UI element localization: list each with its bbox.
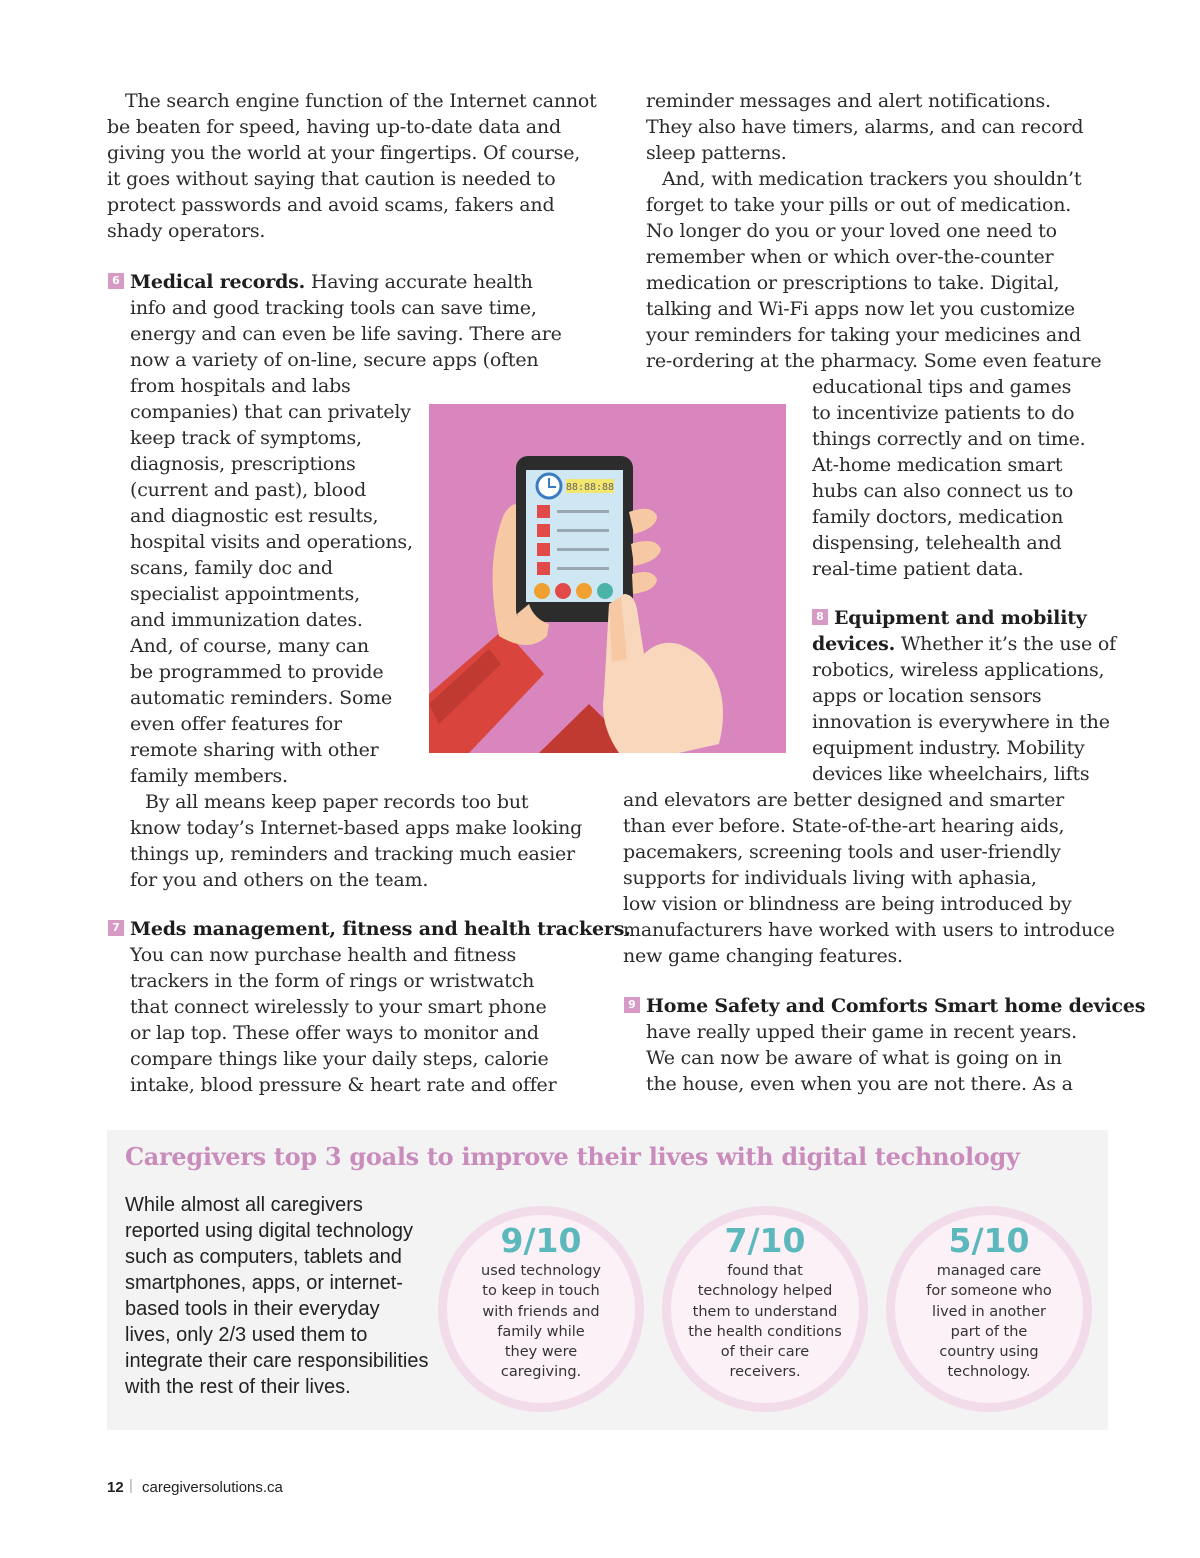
meds-line: talking and Wi-Fi apps now let you customize <box>646 298 1075 320</box>
stat-circle <box>662 1206 868 1412</box>
phone-app-icon <box>576 583 592 599</box>
sidebar-title: Caregivers top 3 goals to improve their lives with digital technology <box>125 1142 1020 1171</box>
meds-narrow-line: dispensing, telehealth and <box>812 532 1062 554</box>
stat-circle <box>886 1206 1092 1412</box>
section9-line: have really upped their game in recent years. <box>646 1021 1077 1043</box>
section8-line: supports for individuals living with aphasia, <box>623 867 1037 889</box>
section6-line: remote sharing with other <box>130 739 379 761</box>
stats-sidebar <box>107 1130 1108 1430</box>
meds-narrow-line: hubs can also connect us to <box>812 480 1074 502</box>
stat-desc-line: part of the <box>950 1323 1028 1340</box>
section8-line: robotics, wireless applications, <box>812 659 1105 681</box>
sidebar-body-line: with the rest of their lives. <box>125 1376 351 1398</box>
intro-line: protect passwords and avoid scams, fakers and <box>107 194 555 216</box>
footer-site-url: caregiversolutions.ca <box>142 1479 283 1496</box>
stat-desc-line: caregiving. <box>500 1364 582 1381</box>
section8-line: apps or location sensors <box>812 685 1042 707</box>
footer-separator: | <box>129 1477 133 1494</box>
section6-line: now a variety of on-line, secure apps (often <box>130 349 539 371</box>
stat-desc-line: country using <box>939 1344 1039 1361</box>
section8-title-cont: devices. <box>812 633 896 655</box>
section8-line: than ever before. State-of-the-art hearing aids, <box>623 815 1065 837</box>
right-cont-line: reminder messages and alert notifications. <box>646 90 1051 112</box>
stat-desc-line: them to understand <box>692 1303 838 1320</box>
meds-line: forget to take your pills or out of medication. <box>646 194 1072 216</box>
section6-title: Medical records. <box>130 271 306 293</box>
stat-value: 7/10 <box>724 1221 806 1260</box>
section6-line: be programmed to provide <box>130 661 384 683</box>
phone-app-icon <box>555 583 571 599</box>
section7-line: compare things like your daily steps, calorie <box>130 1048 549 1070</box>
section9-heading-line <box>646 993 1145 1019</box>
intro-line: it goes without saying that caution is needed to <box>107 168 556 190</box>
section-number-badge: 7 <box>108 920 124 936</box>
section8-heading-line2 <box>812 631 1116 657</box>
section7-line: intake, blood pressure & heart rate and offer <box>130 1074 557 1096</box>
section6-line: and immunization dates. <box>130 609 363 631</box>
right-cont-line: sleep patterns. <box>646 142 787 164</box>
sidebar-body-line: While almost all caregivers <box>125 1194 363 1216</box>
sidebar-body-line: reported using digital technology <box>125 1220 413 1242</box>
section6-para2-line: for you and others on the team. <box>130 869 429 891</box>
section8-line: pacemakers, screening tools and user-friendly <box>623 841 1061 863</box>
section-number-badge: 9 <box>624 997 640 1013</box>
sidebar-body-line: integrate their care responsibilities <box>125 1350 429 1372</box>
section8-line: devices like wheelchairs, lifts <box>812 763 1090 785</box>
meds-line: your reminders for taking your medicines and <box>646 324 1082 346</box>
sidebar-body-line: based tools in their everyday <box>125 1298 380 1320</box>
intro-line: The search engine function of the Internet cannot <box>125 90 597 112</box>
section9-line: the house, even when you are not there. As a <box>646 1073 1073 1095</box>
section6-line: diagnosis, prescriptions <box>130 453 356 475</box>
section8-first-line: Whether it’s the use of <box>895 633 1116 655</box>
section8-line: low vision or blindness are being introduced by <box>623 893 1072 915</box>
section8-line: equipment industry. Mobility <box>812 737 1085 759</box>
meds-narrow-line: educational tips and games <box>812 376 1072 398</box>
stat-desc-line: for someone who <box>926 1283 1052 1300</box>
meds-line: And, with medication trackers you shouldn’t <box>662 168 1082 190</box>
stat-desc-line: of their care <box>720 1344 810 1361</box>
stat-desc-line: technology. <box>947 1364 1031 1381</box>
section6-line: info and good tracking tools can save time, <box>130 297 537 319</box>
stat-circle <box>438 1206 644 1412</box>
section8-heading-line <box>834 605 1087 631</box>
section7-line: or lap top. These offer ways to monitor and <box>130 1022 539 1044</box>
meds-narrow-line: to incentivize patients to do <box>812 402 1075 424</box>
stat-desc-line: to keep in touch <box>482 1283 600 1300</box>
phone-display-digits: 88:88:88 <box>565 482 615 493</box>
stat-desc-line: with friends and <box>482 1303 600 1320</box>
section8-line: manufacturers have worked with users to introduce <box>623 919 1115 941</box>
section-number-badge: 8 <box>812 609 828 625</box>
meds-line: remember when or which over-the-counter <box>646 246 1054 268</box>
section7-heading-line <box>130 916 631 942</box>
section6-line: companies) that can privately <box>130 401 411 423</box>
section6-line: and diagnostic est results, <box>130 505 379 527</box>
phone-app-icon <box>534 583 550 599</box>
section6-line: And, of course, many can <box>130 635 369 657</box>
section6-line: family members. <box>130 765 288 787</box>
stat-desc-line: they were <box>504 1344 578 1361</box>
meds-line: medication or prescriptions to take. Digital, <box>646 272 1060 294</box>
meds-line: re-ordering at the pharmacy. Some even feature <box>646 350 1102 372</box>
section8-line: innovation is everywhere in the <box>812 711 1110 733</box>
meds-narrow-line: real-time patient data. <box>812 558 1024 580</box>
section6-line: automatic reminders. Some <box>130 687 393 709</box>
section7-line: You can now purchase health and fitness <box>130 944 517 966</box>
section8-line: and elevators are better designed and smarter <box>623 789 1065 811</box>
right-cont-line: They also have timers, alarms, and can record <box>646 116 1084 138</box>
stat-value: 9/10 <box>500 1221 582 1260</box>
section7-title: Meds management, fitness and health trackers. <box>130 918 631 940</box>
stat-desc-line: family while <box>497 1323 585 1340</box>
sidebar-body-line: smartphones, apps, or internet- <box>125 1272 403 1294</box>
section6-heading-line <box>130 269 533 295</box>
stat-desc-line: lived in another <box>932 1303 1046 1320</box>
section6-line: specialist appointments, <box>130 583 360 605</box>
page-number: 12 <box>107 1479 124 1496</box>
section9-line: We can now be aware of what is going on in <box>646 1047 1062 1069</box>
sidebar-body-line: lives, only 2/3 used them to <box>125 1324 368 1346</box>
section6-line: scans, family doc and <box>130 557 333 579</box>
intro-line: shady operators. <box>107 220 266 242</box>
section6-para2-line: know today’s Internet-based apps make looking <box>130 817 583 839</box>
stat-value: 5/10 <box>948 1221 1030 1260</box>
stat-desc-line: found that <box>727 1263 803 1279</box>
smartphone-illustration <box>429 404 786 753</box>
section6-line: from hospitals and labs <box>130 375 351 397</box>
phone-app-icon <box>597 583 613 599</box>
stat-desc-line: technology helped <box>697 1283 833 1300</box>
section-number-badge: 6 <box>108 273 124 289</box>
section9-first-line: Smart home devices <box>927 995 1146 1017</box>
section6-line: energy and can even be life saving. There are <box>130 323 562 345</box>
section7-line: that connect wirelessly to your smart phone <box>130 996 547 1018</box>
section6-line: hospital visits and operations, <box>130 531 413 553</box>
section8-line: new game changing features. <box>623 945 903 967</box>
meds-narrow-line: things correctly and on time. <box>812 428 1086 450</box>
meds-narrow-line: At-home medication smart <box>812 454 1063 476</box>
intro-line: be beaten for speed, having up-to-date data and <box>107 116 561 138</box>
stat-desc-line: managed care <box>936 1263 1042 1279</box>
section8-title: Equipment and mobility <box>834 607 1087 629</box>
stat-desc-line: receivers. <box>729 1364 801 1381</box>
section9-title: Home Safety and Comforts <box>646 995 928 1017</box>
section6-para2-line: things up, reminders and tracking much easier <box>130 843 575 865</box>
stat-desc-line: the health conditions <box>688 1323 842 1340</box>
meds-line: No longer do you or your loved one need to <box>646 220 1057 242</box>
section7-line: trackers in the form of rings or wristwatch <box>130 970 535 992</box>
section6-line: keep track of symptoms, <box>130 427 362 449</box>
sidebar-body-line: such as computers, tablets and <box>125 1246 402 1268</box>
section6-para2-line: By all means keep paper records too but <box>145 791 529 813</box>
section6-line: (current and past), blood <box>130 479 367 501</box>
section6-first-line: Having accurate health <box>305 271 533 293</box>
intro-line: giving you the world at your fingertips. Of course, <box>107 142 581 164</box>
section6-line: even offer features for <box>130 713 342 735</box>
stat-desc-line: used technology <box>481 1263 601 1279</box>
meds-narrow-line: family doctors, medication <box>812 506 1064 528</box>
